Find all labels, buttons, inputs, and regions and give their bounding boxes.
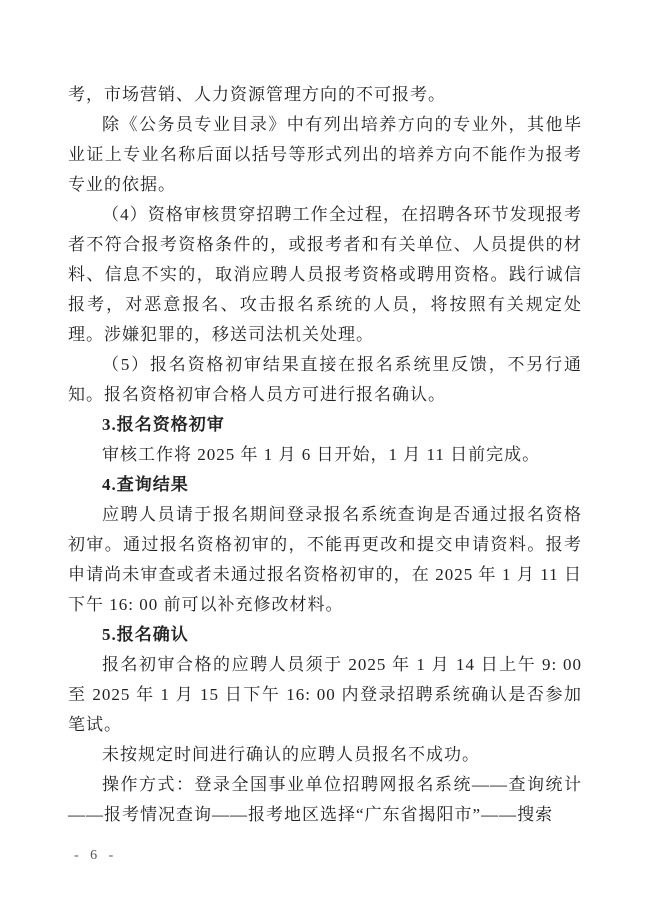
paragraph: 除《公务员专业目录》中有列出培养方向的专业外，其他毕业证上专业名称后面以括号等形式列出的培养方向不能作为报考专业的依据。: [68, 115, 582, 194]
section-heading: 4.查询结果: [102, 475, 189, 494]
paragraph: （5）报名资格初审结果直接在报名系统里反馈，不另行通知。报名资格初审合格人员方可进行报名确认。: [68, 355, 582, 404]
paragraph: 报名初审合格的应聘人员须于 2025 年 1 月 14 日上午 9: 00 至 2025 年 1 月 15 日下午 16: 00 内登录招聘系统确认是否参加笔试。: [68, 655, 582, 734]
paragraph: 未按规定时间进行确认的应聘人员报名不成功。: [102, 745, 480, 764]
paragraph: （4）资格审核贯穿招聘工作全过程，在招聘各环节发现报考者不符合报考资格条件的，或报考者和有关单位、人员提供的材料、信息不实的，取消应聘人员报考资格或聘用资格。践行诚信报考，对恶意报名、攻击报名系统的人员，将按照有关规定处理。涉嫌犯罪的，移送司法机关处理。: [68, 205, 582, 344]
section-heading: 3.报名资格初审: [102, 415, 225, 434]
paragraph: 审核工作将 2025 年 1 月 6 日开始，1 月 11 日前完成。: [102, 445, 541, 464]
section-heading: 5.报名确认: [102, 625, 189, 644]
paragraph: 考，市场营销、人力资源管理方向的不可报考。: [68, 85, 446, 104]
document-body: [68, 80, 582, 830]
paragraph: 应聘人员请于报名期间登录报名系统查询是否通过报名资格初审。通过报名资格初审的，不能再更改和提交申请资料。报考申请尚未审查或者未通过报名资格初审的，在 2025 年 1 月 11 日下午 16: 00 前可以补充修改材料。: [68, 505, 582, 614]
page-number: - 6 -: [74, 848, 118, 863]
paragraph: 操作方式：登录全国事业单位招聘网报名系统——查询统计——报考情况查询——报考地区选择“广东省揭阳市”——搜索: [68, 775, 582, 824]
